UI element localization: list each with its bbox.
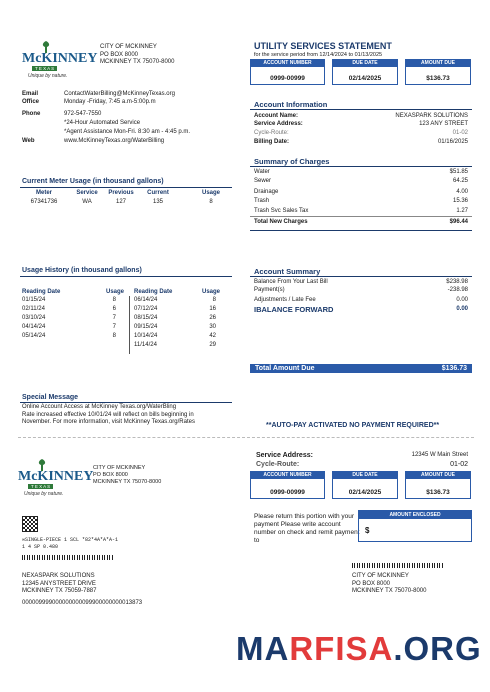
payments-label: Payment(s) [254,287,285,293]
message-rule [20,402,232,403]
history-usage-header-left: Usage [106,289,125,295]
history-usage: 30 [209,324,216,330]
history-divider [129,296,130,354]
stub-city-po: PO BOX 8000 [93,472,128,478]
stub-logo [18,458,94,498]
history-title: Usage History (in thousand gallons) [22,267,142,274]
history-date: 11/14/24 [134,342,157,348]
charge-label: Sewer [254,178,272,184]
account-name-value: NEXASPARK SOLUTIONS [395,113,468,119]
history-date: 05/14/24 [22,333,46,339]
charge-label: Water [254,169,270,175]
history-usage: 26 [209,315,216,321]
account-number-value: 0999-00999 [270,75,305,82]
history-usage: 8 [112,333,116,339]
message-body [22,404,195,427]
stub-account-number-label: ACCOUNT NUMBER [251,472,324,479]
cycle-route-value: 01-02 [452,130,468,136]
balance-forward-label: IBALANCE FORWARD [254,305,334,314]
meter-header-service: Service [76,190,98,196]
stub-logo-sub: T E X A S [28,484,53,489]
scan-line-2: 1 4 SP 0.480 [22,544,59,550]
stub-logo-tagline: Unique by nature. [24,491,64,497]
city-citystate: MCKINNEY TX 75070-8000 [100,59,175,65]
adjustments-value: 0.00 [456,297,468,303]
history-rule [20,276,232,277]
account-info-title: Account Information [254,100,328,109]
stub-due-date-label: DUE DATE [333,472,397,479]
meter-header-usage: Usage [201,190,220,196]
summary-rule [250,276,472,277]
history-usage: 8 [212,297,216,303]
email-label: Email [22,91,39,97]
history-date-header-right: Reading Date [134,289,173,295]
account-number-box [250,59,325,85]
history-date-header-left: Reading Date [22,289,61,295]
stub-cycle-label: Cycle-Route: [256,461,300,468]
charge-label: Trash Svc Sales Tax [254,208,309,214]
message-line-3: November. For more information, visit McKinney Texas.org/Rates [22,419,195,425]
stub-due-date-box [332,471,398,499]
summary-title: Account Summary [254,267,321,276]
history-usage: 42 [209,333,216,339]
amount-enclosed-dollar: $ [365,526,370,535]
message-line-1: Online Account Access at McKinney Texas.org/WaterBling [22,404,177,410]
history-usage-header-right: Usage [202,289,221,295]
postal-barcode-left [22,555,114,560]
stub-cycle-value: 01-02 [450,461,468,468]
adjustments-label: Adjustments / Late Fee [254,297,316,303]
balance-value: $238.98 [446,279,468,285]
scanline-number: 000009999000000000099900000000013873 [22,600,143,606]
qr-code-icon [22,516,38,532]
meter-rule [20,187,232,188]
history-usage: 16 [209,306,216,312]
phone-number: 972-547-7550 [64,111,102,117]
history-usage: 7 [112,315,116,321]
customer-city: MCKINNEY TX 75059-7887 [22,588,97,594]
amount-due-value: $136.73 [426,75,450,82]
city-address [100,44,174,67]
web-link[interactable]: www.McKinneyTexas.org/WaterBilling [64,138,165,144]
meter-cell: 127 [115,199,126,205]
due-date-box [332,59,398,85]
service-address-label: Service Address: [254,121,303,127]
stub-logo-word: McKINNEY [18,469,94,484]
stub-amount-due-box [405,471,471,499]
stub-amount-due-value: $136.73 [426,489,450,496]
phone-label: Phone [22,111,41,117]
watermark: MARFISA.ORG [236,630,482,667]
customer-name: NEXASPARK SOLUTIONS [22,573,95,579]
cycle-route-label: Cycle-Route: [254,130,289,136]
charge-value: 15.36 [452,198,468,204]
city-po: PO BOX 8000 [100,51,139,58]
charges-bottom-rule [250,230,472,231]
total-due-bar [250,364,472,373]
payments-value: -238.98 [447,287,468,293]
stub-due-date-value: 02/14/2025 [348,489,382,496]
amount-enclosed-label: AMOUNT ENCLOSED [359,511,471,519]
total-due-value: $136.73 [441,365,467,372]
history-date: 09/15/24 [134,324,158,330]
stub-amount-due-label: AMOUNT DUE [406,472,470,479]
charges-rule [250,166,472,167]
meter-title: Current Meter Usage (in thousand gallons) [22,178,164,185]
customer-street: 12345 ANYSTREET DRIVE [22,580,96,587]
scan-line-1: ∞SINGLE-PIECE 1 SCL *82*4A*A*A-1 [22,537,119,543]
balance-forward-value: 0.00 [456,306,468,312]
history-date: 06/14/24 [134,297,158,303]
history-date: 01/15/24 [22,297,46,303]
city-name: CITY OF MCKINNEY [100,44,157,50]
email-link[interactable]: ContactWaterBilling@McKinneyTexas.org [64,91,175,97]
office-hours: Monday -Friday, 7:45 a.m-5:00p.m [64,99,156,105]
due-date-value: 02/14/2025 [348,75,382,82]
charge-value: 4.00 [456,189,468,195]
postal-barcode-right [352,563,444,568]
stub-account-number-box [250,471,325,499]
statement-period: for the service period from 12/14/2024 to 01/13/2025 [254,52,383,58]
city-logo [22,40,98,80]
charges-total-label: Total New Charges [254,219,308,225]
total-due-label: Total Amount Due [255,365,315,372]
meter-cell: 8 [209,199,213,205]
meter-header-previous: Previous [108,190,134,196]
billing-date-label: Billing Date: [254,139,290,145]
office-label: Office [22,99,40,105]
history-usage: 6 [112,306,116,312]
account-name-label: Account Name: [254,113,299,119]
billing-date-value: 01/16/2025 [437,139,468,145]
charge-label: Trash [254,198,270,204]
account-number-label: ACCOUNT NUMBER [251,60,324,67]
customer-address [22,573,96,596]
account-info-rule [250,109,472,110]
charge-value: 1.27 [456,208,468,214]
stub-city-address [93,465,161,486]
history-date: 02/11/24 [22,306,45,312]
meter-header-current: Current [147,190,169,196]
cut-line [18,437,474,438]
stub-city-citystate: MCKINNEY TX 75070-8000 [93,479,162,485]
remit-city-name: CITY OF MCKINNEY [352,573,409,579]
remit-citystate: MCKINNEY TX 75070-8000 [352,588,427,594]
stub-account-number-value: 0999-00999 [270,489,305,496]
meter-cell: 67341736 [30,199,58,205]
service-address-value: 123 ANY STREET [419,121,468,127]
stub-city-name: CITY OF MCKINNEY [93,465,146,471]
charge-value: 64.25 [452,178,468,184]
amount-due-label: AMOUNT DUE [406,60,470,67]
meter-cell: WA [82,199,92,205]
statement-title: UTILITY SERVICES STATEMENT [254,41,392,51]
stub-service-value: 12345 W Main Street [411,452,468,458]
due-date-label: DUE DATE [333,60,397,67]
logo-word: McKINNEY [22,51,98,66]
amount-due-box [405,59,471,85]
history-usage: 7 [112,324,116,330]
logo-tagline: Unique by nature. [28,73,68,79]
meter-cell: 135 [152,199,163,205]
autopay-notice: **AUTO-PAY ACTIVATED NO PAYMENT REQUIRED** [266,422,440,429]
charges-title: Summary of Charges [254,157,330,166]
logo-sub: T E X A S [32,66,57,71]
charges-total-rule [250,216,472,217]
web-label: Web [22,138,35,144]
history-date: 07/12/24 [134,306,158,312]
balance-label: Balance From Your Last Bill [254,279,328,285]
history-usage: 8 [112,297,116,303]
history-date: 10/14/24 [134,333,158,339]
meter-header-meter: Meter [35,190,52,196]
message-line-2: Rate increased effective 10/01/24 will reflect on bills beginning in [22,411,194,418]
auto-service: *24-Hour Automated Service [64,120,141,126]
charge-label: Drainage [254,189,279,195]
history-date: 04/14/24 [22,324,46,330]
charges-total-value: $96.44 [449,219,468,225]
agent-hours: *Agent Assistance Mon-Fri. 8:30 am - 4:45 p.m. [64,129,191,135]
history-usage: 29 [209,342,216,348]
remit-po: PO BOX 8000 [352,580,391,587]
message-title: Special Message [22,394,79,401]
history-date: 03/10/24 [22,315,46,321]
stub-service-label: Service Address: [256,452,313,459]
history-date: 08/15/24 [134,315,158,321]
amount-enclosed-box[interactable] [358,510,472,542]
remit-address [352,573,426,596]
return-note: Please return this portion with your payment Please write account number on check and remit payment to [254,513,360,544]
charge-value: $51.85 [449,169,468,175]
